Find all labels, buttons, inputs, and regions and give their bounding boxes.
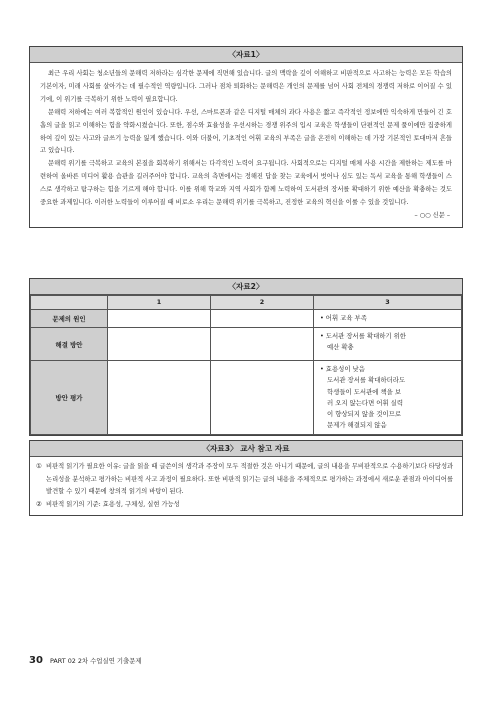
- answer-cell-1: [108, 328, 211, 361]
- row-label: 방안 평가: [31, 361, 108, 435]
- source-citation: – ○○ 신문 –: [414, 211, 450, 219]
- answer-cell-2: [211, 310, 314, 328]
- row-label: 해결 방안: [31, 328, 108, 361]
- table-cell: • 어휘 교육 부족: [314, 310, 462, 328]
- evaluation-table: [30, 295, 462, 435]
- paragraph: 문해력 위기를 극복하고 교육의 본질을 회복하기 위해서는 다각적인 노력이 요구됩니다. 사회적으로는 디지털 매체 사용 시간을 제한하는 제도를 마련하여 올바른 미디어 활용 습관을 길러주어야 합니다. 교육의 측면에서는 정해진 답을 찾는 교육에서 벗어나 심도 있는 독서 교육을 통해 학생들이 스스로 생각하고 탐구하는 힘을 기르게 해야 합니다. 이를 위해 학교와 지역 사회가 함께 노력하여 도서관의 장서를 확대하기 위한 예산을 확충하는 것도 중요한 과제입니다. 이러한 노력들이 이루어질 때 비로소 우리는 문해력 위기를 극복하고, 진정한 교육의 혁신을 이룰 수 있을 것입니다.: [40, 160, 452, 207]
- column-header: 2: [211, 296, 314, 310]
- table-cell: • 효용성이 낮음 도서관 장서를 확대하더라도 학생들이 도서관에 책을 보 러 오지 않는다면 어휘 실력 이 향상되지 않을 것이므로 문제가 해결되지 않음: [314, 361, 462, 435]
- material-3-body: [30, 457, 462, 515]
- answer-cell-1: [108, 361, 211, 435]
- item-text: 비판적 읽기의 기준: 효용성, 구체성, 실현 가능성: [46, 500, 180, 508]
- answer-cell-2: [211, 361, 314, 435]
- material-3-box: [29, 440, 463, 516]
- material-3-title: 〈자료3〉 교사 참고 자료: [30, 441, 462, 457]
- page-number: 30: [29, 655, 43, 666]
- material-1-title: 〈자료1〉: [30, 47, 462, 63]
- paragraph: 문해력 저하에는 여러 복합적인 원인이 있습니다. 우선, 스마트폰과 같은 디지털 매체의 과다 사용은 짧고 즉각적인 정보에만 익숙하게 만들어 긴 호흡의 글을 읽고 이해하는 힘을 약화시켰습니다. 또한, 점수와 효율성을 우선시하는 경쟁 위주의 입시 교육은 학생들이 단편적인 문제 풀이에만 집중하게 하여 깊이 있는 사고와 글쓰기 능력을 잃게 했습니다. 이와 더불어, 기초적인 어휘 교육의 부족은 글을 온전히 이해하는 데 가장 기본적인 토대마저 흔들고 있습니다.: [40, 108, 452, 155]
- table-row: [31, 361, 462, 435]
- table-corner-cell: [31, 296, 108, 310]
- table-row: [31, 310, 462, 328]
- table-header-row: [31, 296, 462, 310]
- answer-cell-1: [108, 310, 211, 328]
- page-footer: [29, 655, 142, 666]
- list-item: [36, 499, 456, 512]
- column-header: 1: [108, 296, 211, 310]
- row-label: 문제의 원인: [31, 310, 108, 328]
- table-row: [31, 328, 462, 361]
- item-text: 비판적 읽기가 필요한 이유: 글을 읽을 때 글쓴이의 생각과 주장이 모두 적절한 것은 아니기 때문에, 글의 내용을 무비판적으로 수용하기보다 타당성과 논리성을 분석하고 평가하는 비판적 사고 과정이 필요하다. 또한 비판적 읽기는 글의 내용을 주체적으로 평가하는 과정에서 새로운 관점과 아이디어를 발견할 수 있기 때문에 창의적 읽기의 바탕이 된다.: [46, 463, 454, 496]
- item-number: ②: [36, 500, 42, 508]
- item-number: ①: [36, 463, 42, 470]
- answer-cell-2: [211, 328, 314, 361]
- material-2-title: 〈자료2〉: [30, 279, 462, 295]
- material-2-box: [29, 278, 463, 436]
- running-title: PART 02 2차 수업실연 기출문제: [49, 657, 142, 665]
- material-1-box: [29, 46, 463, 228]
- paragraph: 최근 우리 사회는 청소년들의 문해력 저하라는 심각한 문제에 직면해 있습니다. 글의 맥락을 깊이 이해하고 비판적으로 사고하는 능력은 모든 학습의 기본이자, 미래 사회를 살아가는 데 필수적인 역량입니다. 그러나 점차 퇴화하는 문해력은 개인의 문제를 넘어 사회 전체의 경쟁력 저하로 이어질 수 있기에, 이 위기를 극복하기 위한 노력이 필요합니다.: [40, 70, 452, 103]
- list-item: [36, 461, 456, 499]
- material-1-body: [30, 63, 462, 227]
- table-cell: • 도서관 장서를 확대하기 위한 예산 확충: [314, 328, 462, 361]
- column-header: 3: [314, 296, 462, 310]
